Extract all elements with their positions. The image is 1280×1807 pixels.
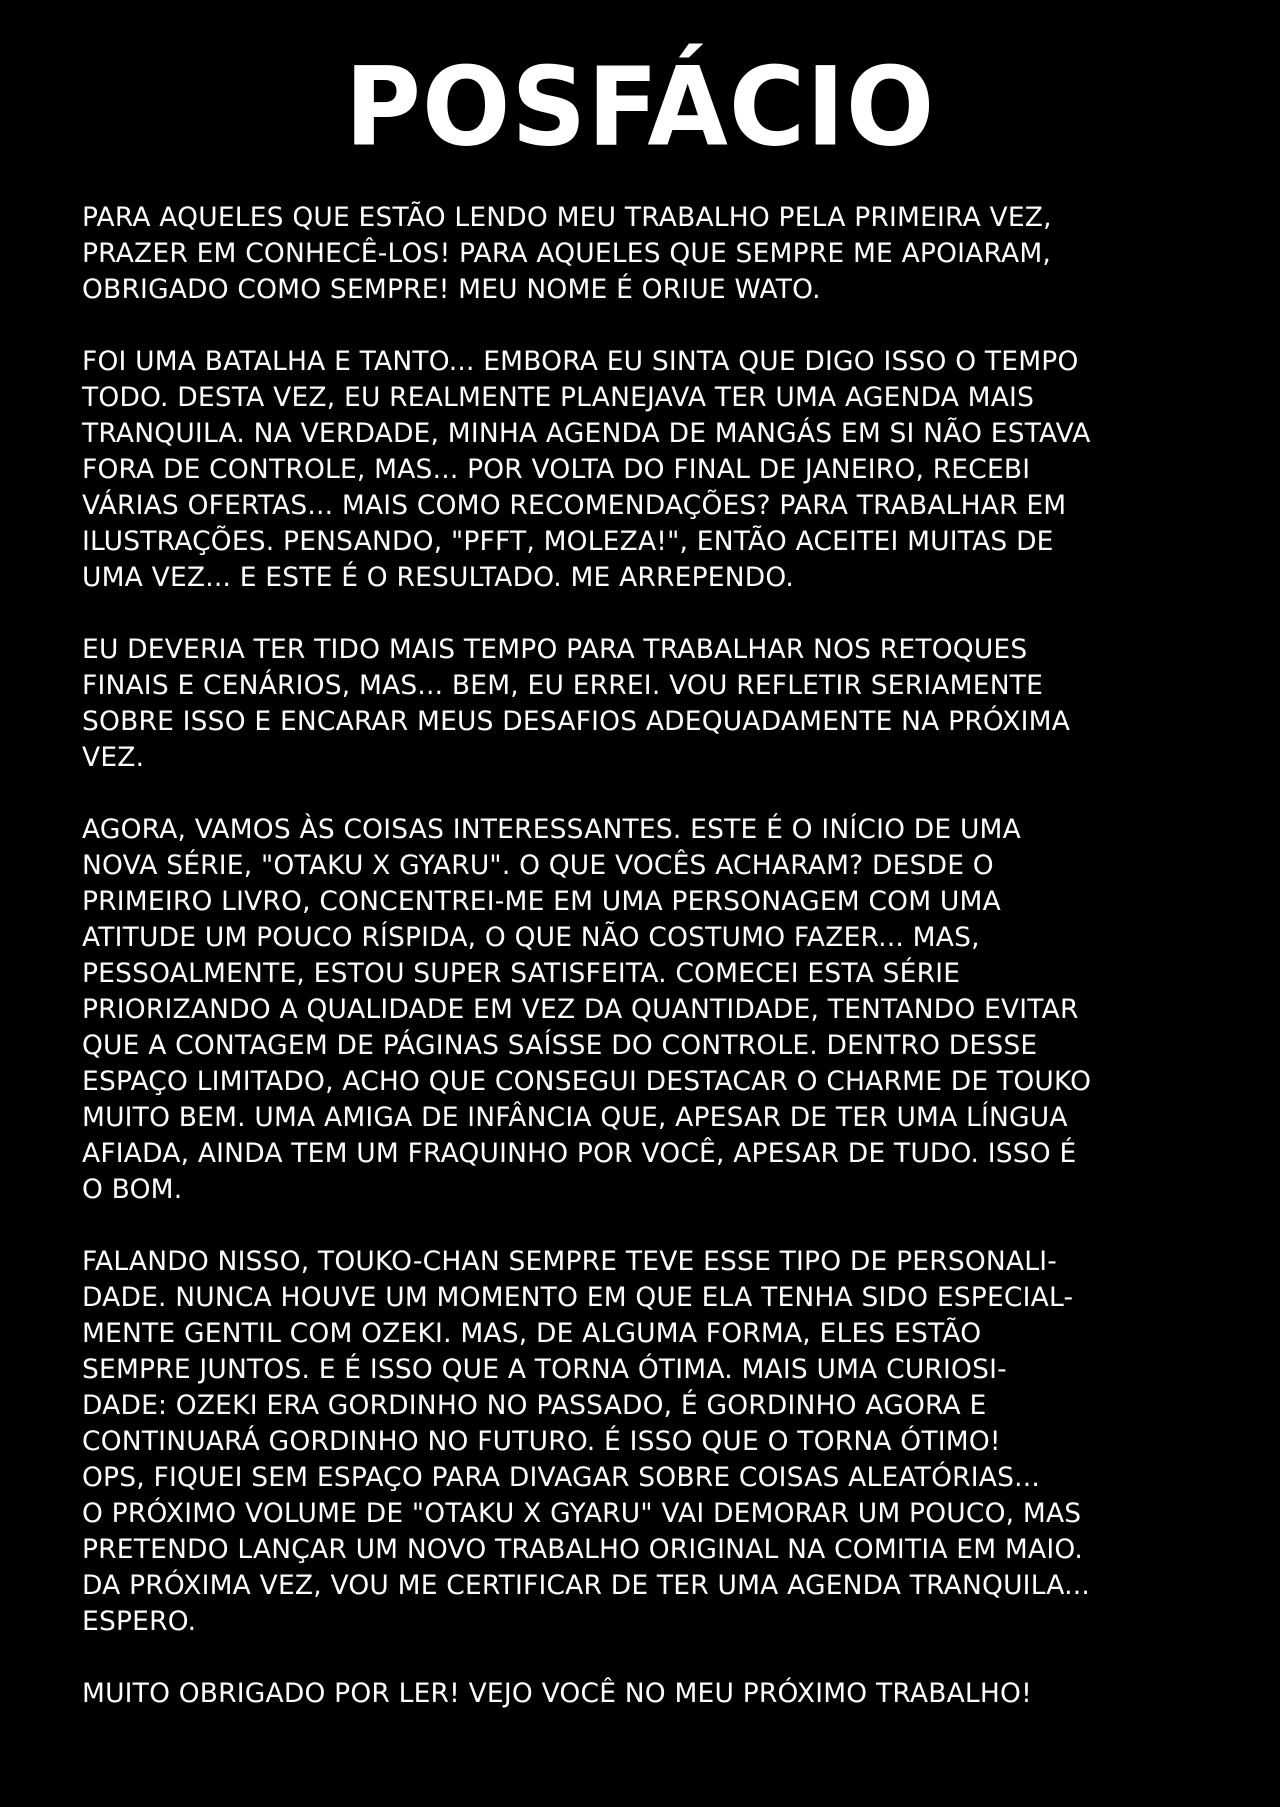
text-line: VÁRIAS OFERTAS... MAIS COMO RECOMENDAÇÕES? PARA TRABALHAR EM xyxy=(82,490,1067,521)
text-line: PESSOALMENTE, ESTOU SUPER SATISFEITA. COMECEI ESTA SÉRIE xyxy=(82,958,961,989)
text-line: FORA DE CONTROLE, MAS... POR VOLTA DO FINAL DE JANEIRO, RECEBI xyxy=(82,454,1031,485)
text-line: MUITO OBRIGADO POR LER! VEJO VOCÊ NO MEU PRÓXIMO TRABALHO! xyxy=(82,1678,1032,1709)
text-line: EU DEVERIA TER TIDO MAIS TEMPO PARA TRABALHAR NOS RETOQUES xyxy=(82,634,1028,665)
afterword-body xyxy=(82,200,1202,1748)
text-line: MENTE GENTIL COM OZEKI. MAS, DE ALGUMA FORMA, ELES ESTÃO xyxy=(82,1318,982,1349)
text-line: DA PRÓXIMA VEZ, VOU ME CERTIFICAR DE TER UMA AGENDA TRANQUILA... xyxy=(82,1570,1090,1601)
paragraph-new-series xyxy=(82,812,1202,1208)
text-line: OPS, FIQUEI SEM ESPAÇO PARA DIVAGAR SOBRE COISAS ALEATÓRIAS... xyxy=(82,1462,1040,1493)
text-line: AFIADA, AINDA TEM UM FRAQUINHO POR VOCÊ, APESAR DE TUDO. ISSO É xyxy=(82,1138,1077,1169)
text-line: ATITUDE UM POUCO RÍSPIDA, O QUE NÃO COSTUMO FAZER... MAS, xyxy=(82,922,980,953)
text-line: NOVA SÉRIE, "OTAKU X GYARU". O QUE VOCÊS ACHARAM? DESDE O xyxy=(82,850,994,881)
text-line: PRIORIZANDO A QUALIDADE EM VEZ DA QUANTIDADE, TENTANDO EVITAR xyxy=(82,994,1079,1025)
text-line: O PRÓXIMO VOLUME DE "OTAKU X GYARU" VAI DEMORAR UM POUCO, MAS xyxy=(82,1498,1082,1529)
page-title: POSFÁCIO xyxy=(344,42,936,171)
text-line: PRETENDO LANÇAR UM NOVO TRABALHO ORIGINAL NA COMITIA EM MAIO. xyxy=(82,1534,1083,1565)
text-line: UMA VEZ... E ESTE É O RESULTADO. ME ARREPENDO. xyxy=(82,562,794,593)
text-line: FOI UMA BATALHA E TANTO... EMBORA EU SINTA QUE DIGO ISSO O TEMPO xyxy=(82,346,1079,377)
text-line: SEMPRE JUNTOS. E É ISSO QUE A TORNA ÓTIMA. MAIS UMA CURIOSI- xyxy=(82,1354,1007,1385)
text-line: AGORA, VAMOS ÀS COISAS INTERESSANTES. ESTE É O INÍCIO DE UMA xyxy=(82,814,1021,845)
text-line: TRANQUILA. NA VERDADE, MINHA AGENDA DE MANGÁS EM SI NÃO ESTAVA xyxy=(82,418,1091,449)
text-line: QUE A CONTAGEM DE PÁGINAS SAÍSSE DO CONTROLE. DENTRO DESSE xyxy=(82,1030,1038,1061)
text-line: ESPAÇO LIMITADO, ACHO QUE CONSEGUI DESTACAR O CHARME DE TOUKO xyxy=(82,1066,1092,1097)
text-line: CONTINUARÁ GORDINHO NO FUTURO. É ISSO QUE O TORNA ÓTIMO! xyxy=(82,1426,1001,1457)
paragraph-thanks xyxy=(82,1676,1202,1712)
text-line: DADE: OZEKI ERA GORDINHO NO PASSADO, É GORDINHO AGORA E xyxy=(82,1390,987,1421)
text-line: ILUSTRAÇÕES. PENSANDO, "PFFT, MOLEZA!", ENTÃO ACEITEI MUITAS DE xyxy=(82,526,1054,557)
text-line: SOBRE ISSO E ENCARAR MEUS DESAFIOS ADEQUADAMENTE NA PRÓXIMA xyxy=(82,706,1071,737)
paragraph-regret xyxy=(82,632,1202,776)
text-line: ESPERO. xyxy=(82,1606,197,1637)
text-line: PARA AQUELES QUE ESTÃO LENDO MEU TRABALHO PELA PRIMEIRA VEZ, xyxy=(82,202,1052,233)
paragraph-intro xyxy=(82,200,1202,308)
text-line: VEZ. xyxy=(82,742,145,773)
text-line: DADE. NUNCA HOUVE UM MOMENTO EM QUE ELA TENHA SIDO ESPECIAL- xyxy=(82,1282,1074,1313)
text-line: FINAIS E CENÁRIOS, MAS... BEM, EU ERREI. VOU REFLETIR SERIAMENTE xyxy=(82,670,1044,701)
text-line: TODO. DESTA VEZ, EU REALMENTE PLANEJAVA TER UMA AGENDA MAIS xyxy=(82,382,1035,413)
text-line: FALANDO NISSO, TOUKO-CHAN SEMPRE TEVE ESSE TIPO DE PERSONALI- xyxy=(82,1246,1057,1277)
paragraph-characters xyxy=(82,1244,1202,1640)
text-line: O BOM. xyxy=(82,1174,183,1205)
paragraph-schedule xyxy=(82,344,1202,596)
text-line: PRIMEIRO LIVRO, CONCENTREI-ME EM UMA PERSONAGEM COM UMA xyxy=(82,886,1001,917)
text-line: PRAZER EM CONHECÊ-LOS! PARA AQUELES QUE SEMPRE ME APOIARAM, xyxy=(82,238,1052,269)
text-line: MUITO BEM. UMA AMIGA DE INFÂNCIA QUE, APESAR DE TER UMA LÍNGUA xyxy=(82,1102,1068,1133)
text-line: OBRIGADO COMO SEMPRE! MEU NOME É ORIUE WATO. xyxy=(82,274,821,305)
